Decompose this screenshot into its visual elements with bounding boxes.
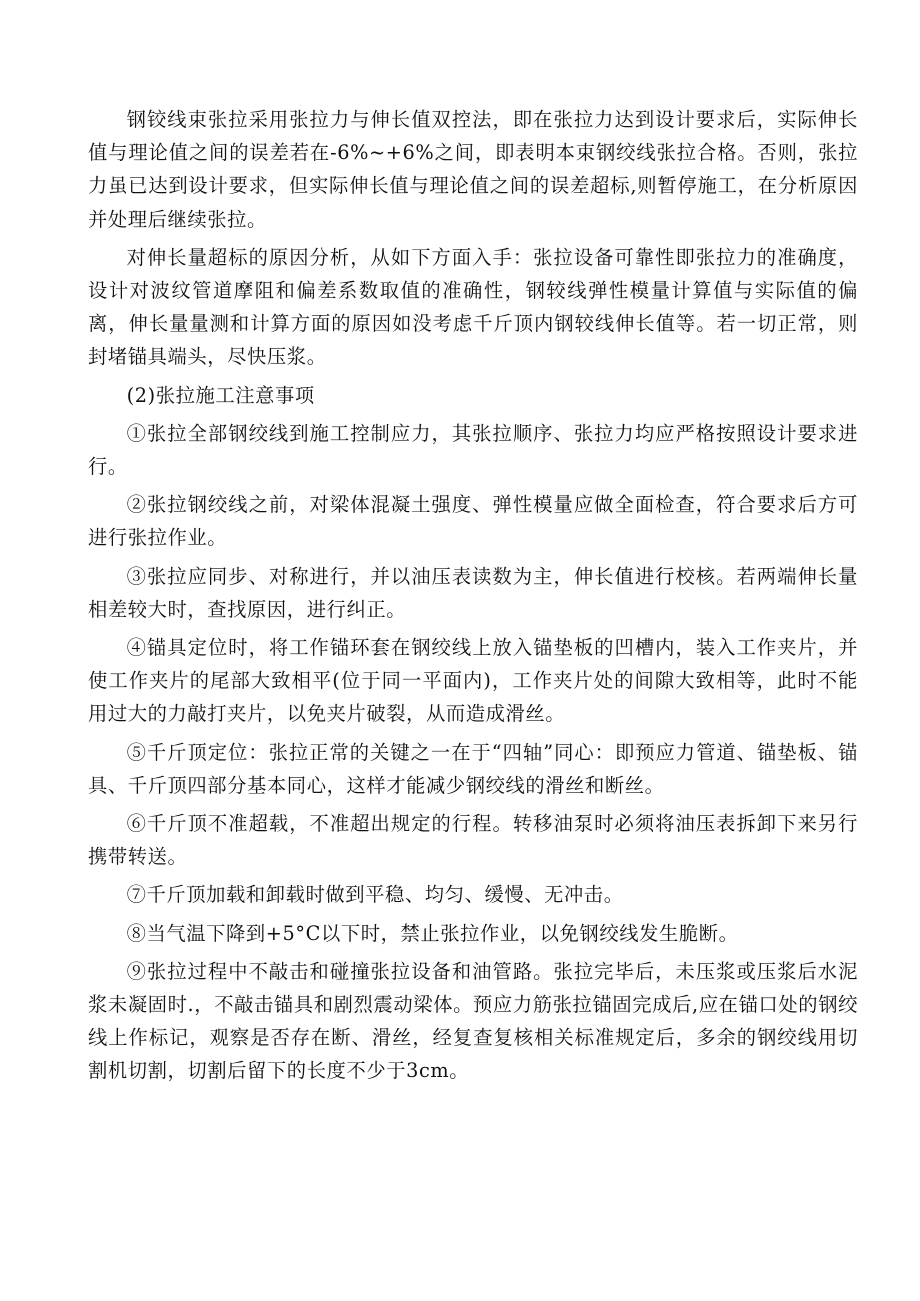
paragraph-tension-control: 钢铰线束张拉采用张拉力与伸长值双控法，即在张拉力达到设计要求后，实际伸长值与理论值之间的误差若在-6%~+6%之间，即表明本束钢绞线张拉合格。否则，张拉力虽已达到设计要求，但实际伸长值与理论值之间的误差超标,则暂停施工，在分析原因并处理后继续张拉。 (88, 108, 858, 231)
list-item-6: ⑥千斤顶不准超载，不准超出规定的行程。转移油泵时必须将油压表拆卸下来另行携带转送。 (88, 812, 858, 869)
list-item-7: ⑦千斤顶加载和卸载时做到平稳、均匀、缓慢、无冲击。 (126, 883, 624, 907)
list-item-8: ⑧当气温下降到+5°C以下时，禁止张拉作业，以免钢绞线发生脆断。 (126, 921, 739, 945)
list-item-9: ⑨张拉过程中不敲击和碰撞张拉设备和油管路。张拉完毕后，未压浆或压浆后水泥浆未凝固时.，不敲击锚具和剧烈震动梁体。预应力筋张拉锚固完成后,应在锚口处的钢绞线上作标记，观察是否存在断、滑丝，经复查复核相关标准规定后，多余的钢绞线用切割机切割，切割后留下的长度不少于3cm。 (88, 959, 858, 1083)
paragraph-elongation-analysis: 对伸长量超标的原因分析，从如下方面入手：张拉设备可靠性即张拉力的准确度，设计对波纹管道摩阻和偏差系数取值的准确性，钢较线弹性模量计算值与实际值的偏离，伸长量量测和计算方面的原因如没考虑千斤顶内钢较线伸长值等。若一切正常，则封堵锚具端头，尽快压浆。 (88, 245, 858, 369)
list-item-2: ②张拉钢绞线之前，对梁体混凝土强度、弹性模量应做全面检查，符合要求后方可进行张拉作业。 (88, 493, 858, 550)
list-item-1: ①张拉全部钢绞线到施工控制应力，其张拉顺序、张拉力均应严格按照设计要求进行。 (88, 421, 858, 479)
document-body (88, 103, 858, 1088)
list-item-5: ⑤千斤顶定位：张拉正常的关键之一在于“四轴”同心：即预应力管道、锚垫板、锚具、千斤顶四部分基本同心，这样才能减少钢绞线的滑丝和断丝。 (88, 740, 858, 797)
list-item-4: ④锚具定位时，将工作锚环套在钢绞线上放入锚垫板的凹槽内，装入工作夹片，并使工作夹片的尾部大致相平(位于同一平面内)，工作夹片处的间隙大致相等，此时不能用过大的力敲打夹片，以免夹片破裂，从而造成滑丝。 (88, 636, 858, 726)
section-heading-precautions: (2)张拉施工注意事项 (126, 383, 315, 407)
list-item-3: ③张拉应同步、对称进行，并以油压表读数为主，伸长值进行校核。若两端伸长量相差较大时，查找原因，进行纠正。 (88, 564, 858, 621)
